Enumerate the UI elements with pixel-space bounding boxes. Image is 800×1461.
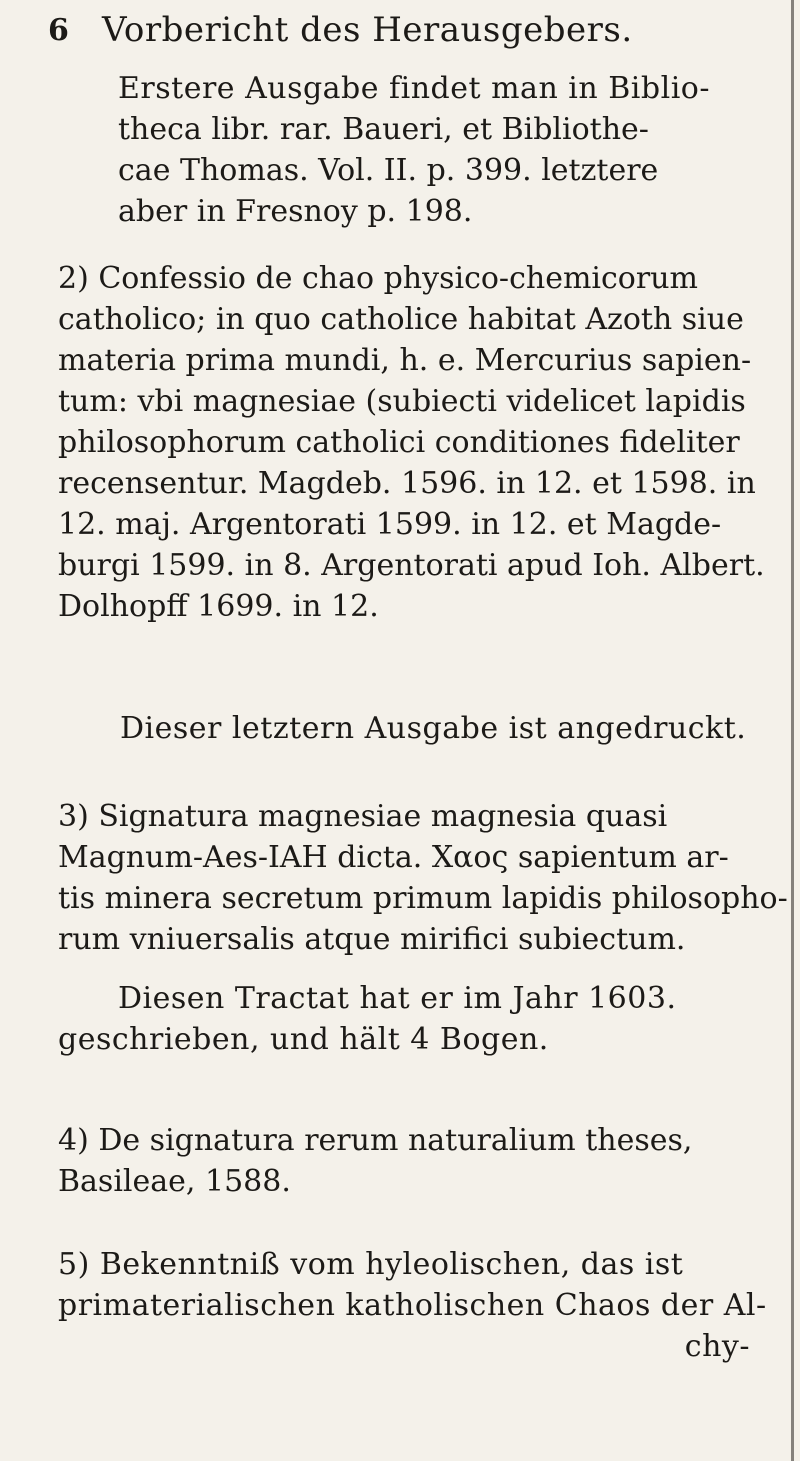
text-line: theca libr. rar. Baueri, et Bibliothe- xyxy=(118,112,649,147)
paragraph-6 xyxy=(58,1120,770,1202)
text-line: Dolhopff 1699. in 12. xyxy=(58,589,379,624)
paragraph-3 xyxy=(120,708,772,749)
text-line: 4) De signatura rerum naturalium theses, xyxy=(58,1123,693,1158)
text-line: aber in Fresnoy p. 198. xyxy=(118,194,473,229)
paragraph-4 xyxy=(58,796,788,960)
paragraph-2 xyxy=(58,258,770,627)
text-line: catholico; in quo catholice habitat Azoth siue xyxy=(58,302,744,337)
text-line: Basileae, 1588. xyxy=(58,1164,291,1199)
text-line: Erstere Ausgabe findet man in Biblio- xyxy=(118,71,710,106)
text-line: Magnum-Aes-IAH dicta. Χαος sapientum ar- xyxy=(58,840,729,875)
text-line: tis minera secretum primum lapidis philosopho- xyxy=(58,881,788,916)
text-line: Diesen Tractat hat er im Jahr 1603. xyxy=(118,981,677,1016)
page-number: 6 xyxy=(48,12,69,48)
text-line: rum vniuersalis atque mirifici subiectum. xyxy=(58,922,686,957)
text-line: burgi 1599. in 8. Argentorati apud Ioh. Albert. xyxy=(58,548,765,583)
text-line: recensentur. Magdeb. 1596. in 12. et 1598. in xyxy=(58,466,756,501)
text-line: 3) Signatura magnesiae magnesia quasi xyxy=(58,799,668,834)
text-line: chy- xyxy=(684,1329,750,1364)
text-line: 12. maj. Argentorati 1599. in 12. et Magde- xyxy=(58,507,722,542)
text-line: tum: vbi magnesiae (subiecti videlicet lapidis xyxy=(58,384,746,419)
text-line: Dieser letztern Ausgabe ist angedruckt. xyxy=(120,711,747,746)
page-header xyxy=(48,0,748,60)
page-edge-shadow xyxy=(791,0,794,1461)
text-line: 5) Bekenntniß vom hyleolischen, das ist xyxy=(58,1247,684,1282)
paragraph-5 xyxy=(58,978,770,1060)
text-line: primaterialischen katholischen Chaos der Al- xyxy=(58,1288,767,1323)
paragraph-1 xyxy=(118,68,770,232)
text-line: materia prima mundi, h. e. Mercurius sapien- xyxy=(58,343,752,378)
text-line: 2) Confessio de chao physico-chemicorum xyxy=(58,261,698,296)
text-line: cae Thomas. Vol. II. p. 399. letztere xyxy=(118,153,659,188)
running-title: Vorbericht des Herausgebers. xyxy=(102,10,633,50)
text-line: philosophorum catholici conditiones fideliter xyxy=(58,425,740,460)
paragraph-7 xyxy=(58,1244,770,1367)
text-line: geschrieben, und hält 4 Bogen. xyxy=(58,1022,549,1057)
